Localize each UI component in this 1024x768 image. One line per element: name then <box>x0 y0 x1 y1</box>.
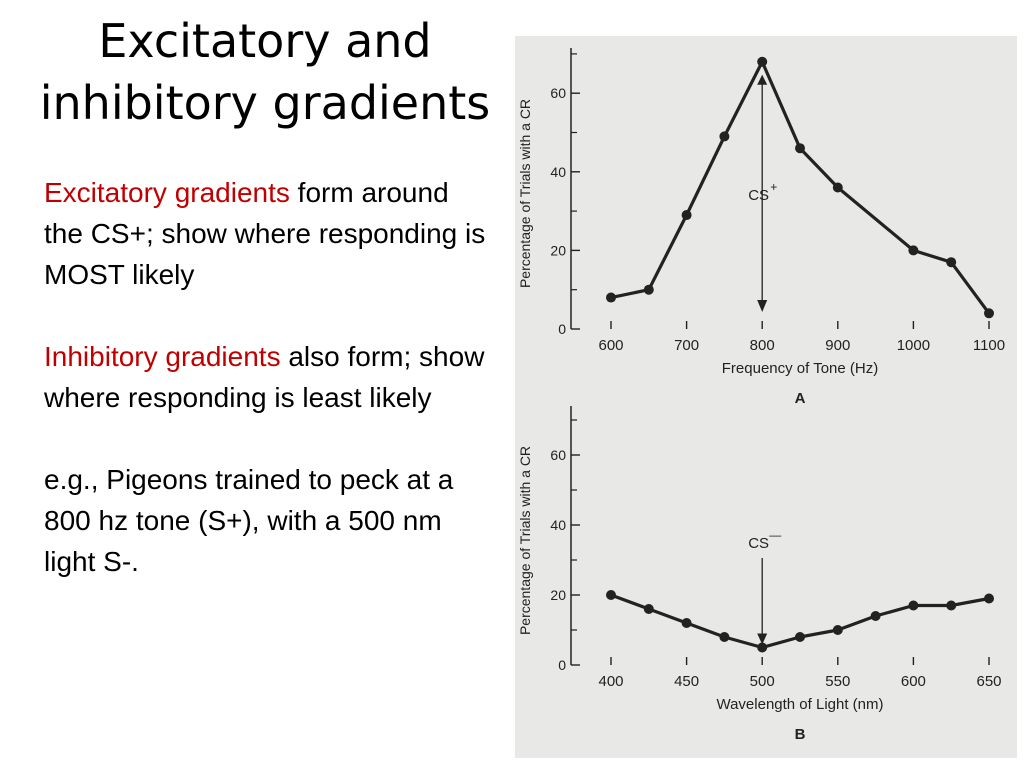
data-point <box>984 594 994 604</box>
excitatory-description: form around the CS+; show where responding is MOST likely <box>44 177 486 290</box>
series-line <box>611 62 989 314</box>
data-point <box>606 293 616 303</box>
x-tick-label: 600 <box>900 673 926 690</box>
x-tick-label: 450 <box>674 673 700 690</box>
data-point <box>757 57 767 67</box>
data-point <box>719 632 729 642</box>
x-tick-label: 500 <box>749 673 775 690</box>
panel-letter: A <box>794 390 806 407</box>
x-tick-label: 900 <box>825 337 851 354</box>
annotation-superscript: + <box>770 180 778 194</box>
y-axis-label: Percentage of Trials with a CR <box>517 98 533 289</box>
slide-body <box>44 172 494 623</box>
data-point <box>908 245 918 255</box>
inhibitory-term: Inhibitory gradients <box>44 341 281 372</box>
data-point <box>946 257 956 267</box>
y-tick-label: 0 <box>558 321 566 337</box>
data-point <box>984 308 994 318</box>
data-point <box>644 604 654 614</box>
annotation-label: CS <box>748 535 770 552</box>
data-point <box>719 131 729 141</box>
data-point <box>946 601 956 611</box>
data-point <box>644 285 654 295</box>
x-tick-label: 650 <box>976 673 1002 690</box>
y-tick-label: 40 <box>550 517 566 533</box>
annotation-label: CS <box>748 187 770 204</box>
x-tick-label: 600 <box>598 337 624 354</box>
annotation-arrowhead-down <box>757 300 767 312</box>
y-tick-label: 60 <box>550 85 566 102</box>
x-tick-label: 1000 <box>896 337 931 354</box>
annotation-arrowhead-down <box>757 634 767 645</box>
x-tick-label: 800 <box>749 337 775 354</box>
annotation-superscript: — <box>769 528 782 542</box>
data-point <box>833 625 843 635</box>
x-axis-label: Frequency of Tone (Hz) <box>721 360 879 377</box>
data-point <box>606 590 616 600</box>
data-point <box>682 618 692 628</box>
data-point <box>871 611 881 621</box>
excitatory-term: Excitatory gradients <box>44 177 290 208</box>
title-line-1: Excitatory and <box>98 14 432 68</box>
annotation-arrowhead-up <box>757 75 767 85</box>
y-tick-label: 60 <box>550 447 566 463</box>
example-paragraph: e.g., Pigeons trained to peck at a 800 hz tone (S+), with a 500 nm light S-. <box>44 464 454 577</box>
y-tick-label: 0 <box>558 657 566 673</box>
x-tick-label: 700 <box>674 337 700 354</box>
data-point <box>795 143 805 153</box>
chart-B <box>517 406 1002 743</box>
data-point <box>833 183 843 193</box>
gradient-charts-svg <box>515 36 1017 758</box>
x-axis-label: Wavelength of Light (nm) <box>716 696 884 713</box>
inhibitory-paragraph <box>44 336 494 418</box>
data-point <box>908 601 918 611</box>
inhibitory-description: also form; show where responding is least likely <box>44 341 485 413</box>
x-tick-label: 1100 <box>972 337 1006 354</box>
slide-title <box>20 10 510 134</box>
y-tick-label: 40 <box>550 163 566 180</box>
title-line-2: inhibitory gradients <box>39 76 491 130</box>
y-tick-label: 20 <box>550 242 566 259</box>
excitatory-paragraph <box>44 172 494 295</box>
y-axis-label: Percentage of Trials with a CR <box>517 445 533 636</box>
x-tick-label: 400 <box>598 673 624 690</box>
data-point <box>795 632 805 642</box>
data-point <box>682 210 692 220</box>
panel-letter: B <box>794 726 806 743</box>
figure-panel <box>515 36 1017 758</box>
y-tick-label: 20 <box>550 587 566 603</box>
chart-A <box>517 48 1005 407</box>
x-tick-label: 550 <box>825 673 851 690</box>
